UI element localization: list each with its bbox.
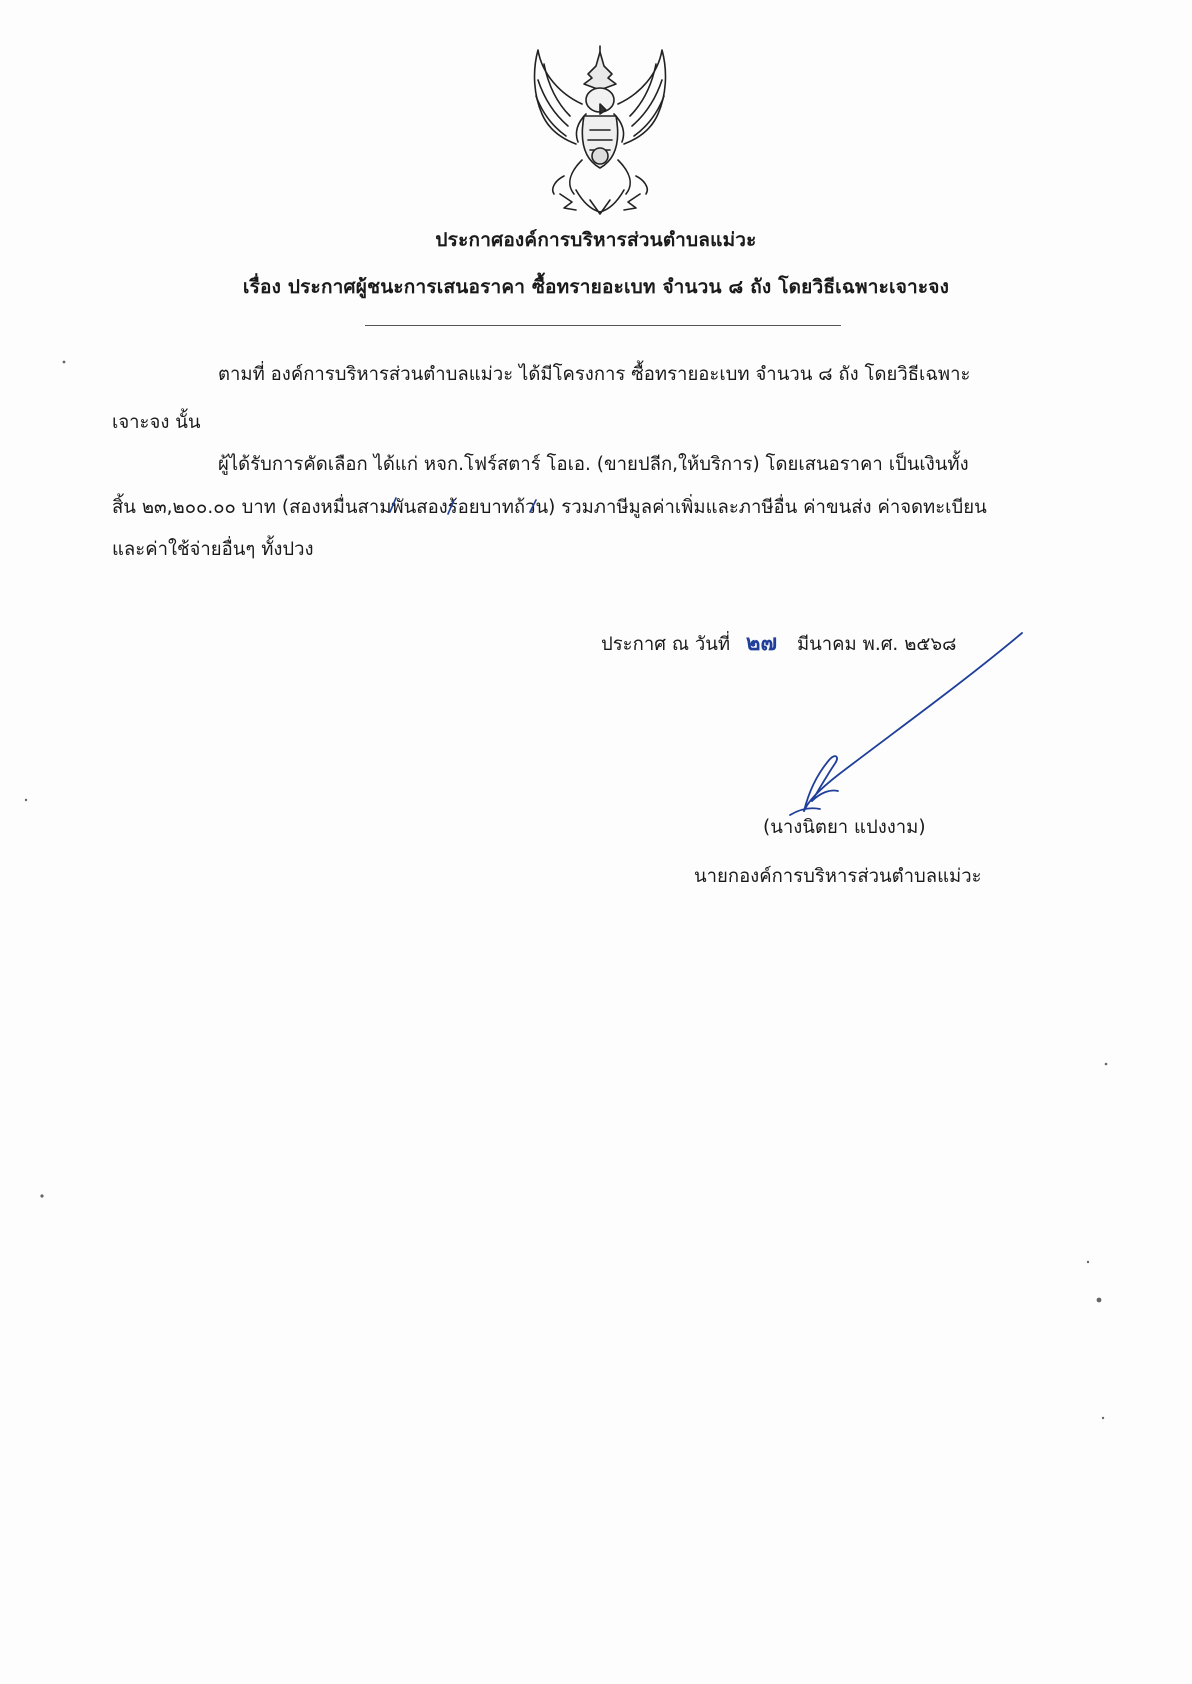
announcement-subject: เรื่อง ประกาศผู้ชนะการเสนอราคา ซื้อทรายอะเบท จำนวน ๘ ถัง โดยวิธีเฉพาะเจาะจง [242, 276, 950, 298]
body-paragraph-line-3: ผู้ได้รับการคัดเลือก ได้แก่ หจก.โฟร์สตาร์ โอเอ. (ขายปลีก,ให้บริการ) โดยเสนอราคา เป็นเงินทั้ง [218, 454, 969, 475]
signer-name: (นางนิตยา แปงงาม) [763, 817, 926, 838]
body-paragraph-line-2: เจาะจง นั้น [112, 412, 201, 433]
date-day-handwritten: ๒๗ [746, 631, 778, 656]
body-paragraph-line-1: ตามที่ องค์การบริหารส่วนตำบลแม่วะ ได้มีโครงการ ซื้อทรายอะเบท จำนวน ๘ ถัง โดยวิธีเฉพาะ [218, 364, 971, 385]
divider-rule [365, 325, 841, 326]
pen-tick-marks [380, 488, 560, 518]
garuda-emblem-icon [520, 44, 680, 216]
signer-position: นายกองค์การบริหารส่วนตำบลแม่วะ [694, 866, 982, 887]
body-paragraph-line-4: สิ้น ๒๓,๒๐๐.๐๐ บาท (สองหมื่นสามพันสองร้อยบาทถ้วน) รวมภาษีมูลค่าเพิ่มและภาษีอื่น ค่าขนส่ง ค่าจดทะเบียน [112, 497, 987, 518]
handwritten-signature [760, 625, 1030, 825]
date-month-year: มีนาคม พ.ศ. ๒๕๖๘ [796, 634, 957, 655]
announcement-org-title: ประกาศองค์การบริหารส่วนตำบลแม่วะ [435, 229, 757, 251]
body-paragraph-line-5: และค่าใช้จ่ายอื่นๆ ทั้งปวง [112, 539, 314, 560]
date-prefix: ประกาศ ณ วันที่ [601, 634, 731, 655]
